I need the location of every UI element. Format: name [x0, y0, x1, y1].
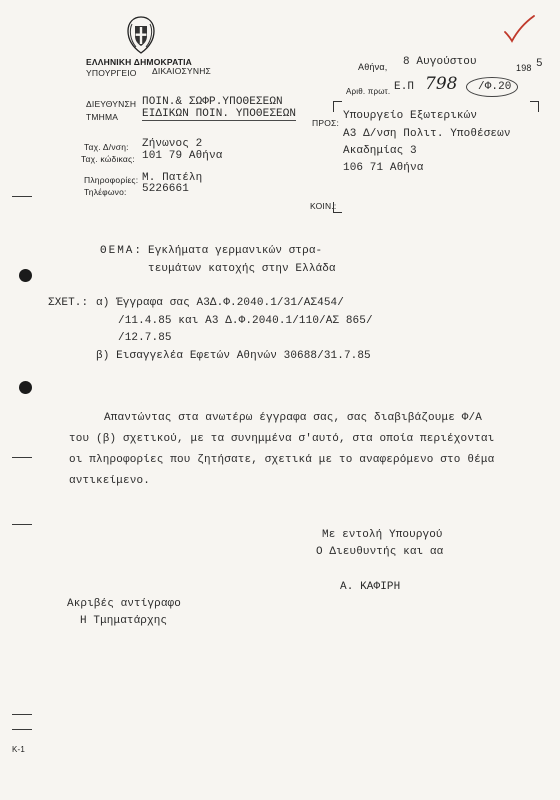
info-value: Μ. Πατέλη: [142, 172, 203, 184]
form-code: Κ-1: [12, 745, 26, 754]
date-city: Αθήνα,: [358, 62, 388, 72]
date-year-suffix: 5: [536, 58, 543, 70]
binder-hole-bottom: [19, 381, 32, 394]
reference-a-line-3: /12.7.85: [118, 332, 172, 344]
margin-tick: [12, 196, 32, 197]
department-value: ΕΙΔΙΚΩΝ ΠΟΙΝ. ΥΠΟΘΕΣΕΩΝ: [142, 108, 297, 120]
body-line-1: Απαντώντας στα ανωτέρω έγγραφα σας, σας διαβιβάζουμε Φ/Α: [104, 412, 483, 424]
margin-tick: [12, 457, 32, 458]
postcode-value: 101 79 Αθήνα: [142, 150, 223, 162]
protocol-label: Αριθ. πρωτ.: [346, 87, 391, 96]
copy-note-line-2: Η Τμηματάρχης: [80, 615, 168, 627]
directorate-value: ΠΟΙΝ.& ΣΩΦΡ.ΥΠΟΘΕΣΕΩΝ: [142, 96, 283, 108]
reference-a-line-1: α) Έγγραφα σας Α3Δ.Φ.2040.1/31/ΑΣ454/: [96, 297, 344, 309]
department-label: ΤΜΗΜΑ: [86, 112, 119, 122]
recipient-line-4: 106 71 Αθήνα: [343, 162, 424, 174]
coat-of-arms-emblem: [123, 14, 159, 56]
postcode-label: Ταχ. κώδικας:: [81, 154, 135, 164]
reference-label: ΣΧΕΤ.:: [48, 297, 89, 309]
date-day-month: 8 Αυγούστου: [403, 56, 477, 68]
recipient-line-1: Υπουργείο Εξωτερικών: [343, 110, 478, 122]
margin-tick: [12, 729, 32, 730]
signature-name: Α. ΚΑΦΙΡΗ: [340, 581, 401, 593]
republic-heading: ΕΛΛΗΝΙΚΗ ΔΗΜΟΚΡΑΤΙΑ: [86, 57, 193, 67]
directorate-label: ΔΙΕΥΘΥΝΣΗ: [86, 99, 137, 109]
subject-label: ΘΕΜΑ:: [100, 245, 144, 257]
subject-line-1: Εγκλήματα γερμανικών στρα-: [148, 245, 323, 257]
protocol-prefix: Ε.Π: [394, 81, 415, 93]
info-label: Πληροφορίες:: [84, 175, 139, 185]
red-check-mark-icon: [502, 14, 536, 46]
address-value: Ζήνωνος 2: [142, 138, 203, 150]
copy-note-line-1: Ακριβές αντίγραφο: [67, 598, 181, 610]
reference-b-line-1: β) Εισαγγελέα Εφετών Αθηνών 30688/31.7.85: [96, 350, 371, 362]
phone-label: Τηλέφωνο:: [84, 187, 127, 197]
binder-hole-top: [19, 269, 32, 282]
body-line-4: αντικείμενο.: [69, 475, 151, 487]
reference-a-line-2: /11.4.85 και Α3 Δ.Φ.2040.1/110/ΑΣ 865/: [118, 315, 373, 327]
protocol-oval-mark: [466, 77, 518, 97]
protocol-suffix: /Φ.20: [478, 81, 512, 93]
signature-line-2: Ο Διευθυντής και αα: [316, 546, 444, 558]
recipient-corner-top-right: [530, 101, 539, 112]
protocol-handwritten-number: 798: [425, 74, 458, 94]
recipient-line-3: Ακαδημίας 3: [343, 145, 417, 157]
recipient-line-2: Α3 Δ/νση Πολιτ. Υποθέσεων: [343, 128, 511, 140]
cc-label: ΚΟΙΝ.:: [310, 201, 337, 211]
ministry-name: ΔΙΚΑΙΟΣΥΝΗΣ: [152, 66, 212, 76]
body-line-3: οι πληροφορίες που ζητήσατε, σχετικά με το αναφερόμενο στο θέμα: [69, 454, 495, 466]
margin-tick: [12, 714, 32, 715]
recipient-corner-top-left: [333, 101, 342, 112]
signature-line-1: Με εντολή Υπουργού: [322, 529, 443, 541]
address-label: Ταχ. Δ/νση:: [84, 142, 129, 152]
phone-value: 5226661: [142, 183, 189, 195]
date-year-prefix: 198: [516, 63, 532, 73]
recipient-label: ΠΡΟΣ:: [312, 118, 340, 128]
margin-tick: [12, 524, 32, 525]
subject-line-2: τευμάτων κατοχής στην Ελλάδα: [148, 263, 336, 275]
ministry-label: ΥΠΟΥΡΓΕΙΟ: [86, 68, 137, 78]
body-line-2: του (β) σχετικού, με τα συνημμένα σ'αυτό, στα οποία περιέχονται: [69, 433, 495, 445]
